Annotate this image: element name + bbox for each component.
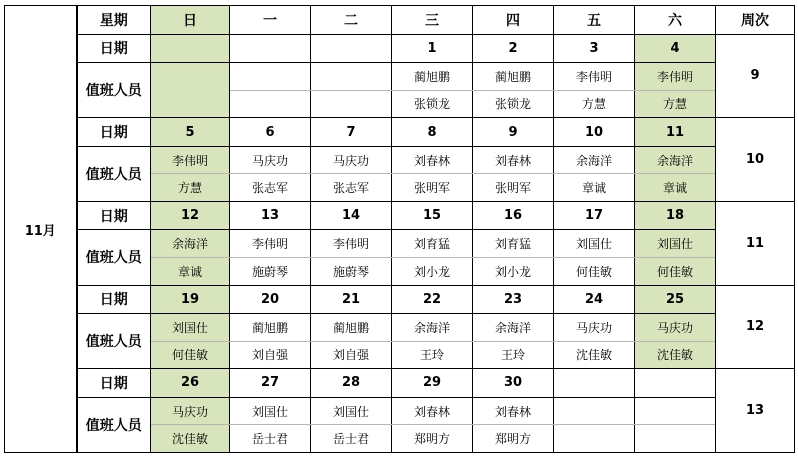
week-number: 9 [716, 34, 795, 118]
date-cell: 7 [311, 118, 392, 147]
date-cell: 9 [473, 118, 554, 147]
date-cell: 4 [635, 34, 716, 63]
duty-name-cell: 沈佳敏 [635, 341, 716, 369]
date-cell [230, 34, 311, 63]
duty-name-cell [554, 425, 635, 453]
duty-name-cell: 沈佳敏 [554, 341, 635, 369]
duty-name-cell: 刘国仕 [230, 397, 311, 425]
week-number: 13 [716, 369, 795, 453]
duty-name-cell: 郑明方 [392, 425, 473, 453]
duty-row-label: 值班人员 [77, 146, 151, 201]
day-header-sun: 日 [151, 6, 230, 35]
day-header-sat: 六 [635, 6, 716, 35]
duty-name-cell: 刘国仕 [151, 314, 230, 342]
duty-name-cell: 蔺旭鹏 [392, 63, 473, 91]
header-row [5, 6, 795, 35]
date-row-label: 日期 [77, 285, 151, 314]
date-cell: 1 [392, 34, 473, 63]
duty-row [5, 146, 795, 174]
duty-name-cell: 马庆功 [230, 146, 311, 174]
day-header-fri: 五 [554, 6, 635, 35]
day-header-wed: 三 [392, 6, 473, 35]
date-row [5, 369, 795, 398]
duty-name-cell: 方慧 [151, 174, 230, 202]
duty-name-cell: 刘春林 [392, 146, 473, 174]
duty-name-cell: 刘育猛 [392, 230, 473, 258]
duty-name-cell: 刘小龙 [392, 257, 473, 285]
duty-name-cell: 刘育猛 [473, 230, 554, 258]
date-row [5, 201, 795, 230]
weekday-header: 星期 [77, 6, 151, 35]
date-cell: 23 [473, 285, 554, 314]
date-cell: 5 [151, 118, 230, 147]
duty-name-cell: 蔺旭鹏 [473, 63, 554, 91]
date-cell: 17 [554, 201, 635, 230]
duty-name-cell: 何佳敏 [635, 257, 716, 285]
duty-row-label: 值班人员 [77, 397, 151, 452]
duty-name-cell: 何佳敏 [151, 341, 230, 369]
duty-name-cell: 张锁龙 [392, 90, 473, 118]
duty-name-cell: 方慧 [554, 90, 635, 118]
duty-name-cell: 李伟明 [151, 146, 230, 174]
duty-name-cell [635, 397, 716, 425]
duty-name-cell: 王玲 [473, 341, 554, 369]
week-number: 12 [716, 285, 795, 369]
duty-name-cell [230, 63, 311, 91]
date-cell: 12 [151, 201, 230, 230]
date-cell [554, 369, 635, 398]
date-cell: 19 [151, 285, 230, 314]
date-cell: 18 [635, 201, 716, 230]
date-row-label: 日期 [77, 201, 151, 230]
date-cell: 20 [230, 285, 311, 314]
duty-name-cell: 张明军 [473, 174, 554, 202]
duty-roster-table [4, 5, 795, 453]
date-row-label: 日期 [77, 118, 151, 147]
date-cell: 13 [230, 201, 311, 230]
duty-name-cell: 张志军 [230, 174, 311, 202]
duty-cell-empty [151, 63, 230, 118]
duty-name-cell [554, 397, 635, 425]
duty-name-cell: 马庆功 [311, 146, 392, 174]
date-cell: 26 [151, 369, 230, 398]
duty-row [5, 314, 795, 342]
date-cell: 3 [554, 34, 635, 63]
date-cell: 27 [230, 369, 311, 398]
week-number: 11 [716, 201, 795, 285]
duty-name-cell: 刘春林 [473, 397, 554, 425]
duty-name-cell: 余海洋 [392, 314, 473, 342]
duty-name-cell: 余海洋 [151, 230, 230, 258]
date-cell [635, 369, 716, 398]
duty-name-cell: 张明军 [392, 174, 473, 202]
duty-name-cell: 李伟明 [635, 63, 716, 91]
duty-name-cell [635, 425, 716, 453]
duty-name-cell: 马庆功 [554, 314, 635, 342]
week-number: 10 [716, 118, 795, 202]
duty-name-cell: 郑明方 [473, 425, 554, 453]
duty-name-cell [230, 90, 311, 118]
duty-row-label: 值班人员 [77, 63, 151, 118]
date-cell: 8 [392, 118, 473, 147]
duty-name-cell: 王玲 [392, 341, 473, 369]
duty-row [5, 63, 795, 91]
date-cell: 29 [392, 369, 473, 398]
duty-name-cell: 方慧 [635, 90, 716, 118]
day-header-mon: 一 [230, 6, 311, 35]
date-cell: 6 [230, 118, 311, 147]
duty-name-cell [311, 90, 392, 118]
duty-name-cell: 张锁龙 [473, 90, 554, 118]
duty-name-cell: 施蔚琴 [230, 257, 311, 285]
duty-name-cell: 李伟明 [230, 230, 311, 258]
date-row [5, 285, 795, 314]
duty-row [5, 397, 795, 425]
duty-name-cell: 章诚 [635, 174, 716, 202]
date-cell: 30 [473, 369, 554, 398]
date-cell: 25 [635, 285, 716, 314]
date-row [5, 118, 795, 147]
day-header-tue: 二 [311, 6, 392, 35]
date-cell: 16 [473, 201, 554, 230]
date-cell: 14 [311, 201, 392, 230]
duty-name-cell: 沈佳敏 [151, 425, 230, 453]
duty-name-cell: 刘自强 [311, 341, 392, 369]
duty-name-cell: 施蔚琴 [311, 257, 392, 285]
duty-row [5, 230, 795, 258]
date-row-label: 日期 [77, 369, 151, 398]
duty-name-cell: 李伟明 [311, 230, 392, 258]
month-label: 11月 [5, 6, 77, 453]
date-cell [311, 34, 392, 63]
duty-name-cell: 余海洋 [554, 146, 635, 174]
duty-name-cell: 蔺旭鹏 [230, 314, 311, 342]
duty-name-cell: 刘自强 [230, 341, 311, 369]
duty-name-cell: 章诚 [554, 174, 635, 202]
date-cell: 2 [473, 34, 554, 63]
date-cell: 24 [554, 285, 635, 314]
duty-name-cell: 章诚 [151, 257, 230, 285]
date-cell: 28 [311, 369, 392, 398]
week-header: 周次 [716, 6, 795, 35]
duty-name-cell: 刘春林 [473, 146, 554, 174]
date-cell: 21 [311, 285, 392, 314]
duty-name-cell: 刘国仕 [554, 230, 635, 258]
duty-name-cell: 岳士君 [230, 425, 311, 453]
duty-row-label: 值班人员 [77, 230, 151, 285]
date-cell: 11 [635, 118, 716, 147]
duty-name-cell: 张志军 [311, 174, 392, 202]
date-row [5, 34, 795, 63]
date-cell: 15 [392, 201, 473, 230]
duty-name-cell [311, 63, 392, 91]
duty-name-cell: 余海洋 [473, 314, 554, 342]
date-cell [151, 34, 230, 63]
duty-name-cell: 李伟明 [554, 63, 635, 91]
duty-name-cell: 岳士君 [311, 425, 392, 453]
duty-name-cell: 刘国仕 [311, 397, 392, 425]
duty-name-cell: 蔺旭鹏 [311, 314, 392, 342]
date-cell: 22 [392, 285, 473, 314]
duty-name-cell: 刘春林 [392, 397, 473, 425]
duty-name-cell: 何佳敏 [554, 257, 635, 285]
date-row-label: 日期 [77, 34, 151, 63]
duty-name-cell: 余海洋 [635, 146, 716, 174]
date-cell: 10 [554, 118, 635, 147]
duty-name-cell: 刘国仕 [635, 230, 716, 258]
duty-name-cell: 刘小龙 [473, 257, 554, 285]
duty-name-cell: 马庆功 [635, 314, 716, 342]
duty-name-cell: 马庆功 [151, 397, 230, 425]
duty-row-label: 值班人员 [77, 314, 151, 369]
day-header-thu: 四 [473, 6, 554, 35]
